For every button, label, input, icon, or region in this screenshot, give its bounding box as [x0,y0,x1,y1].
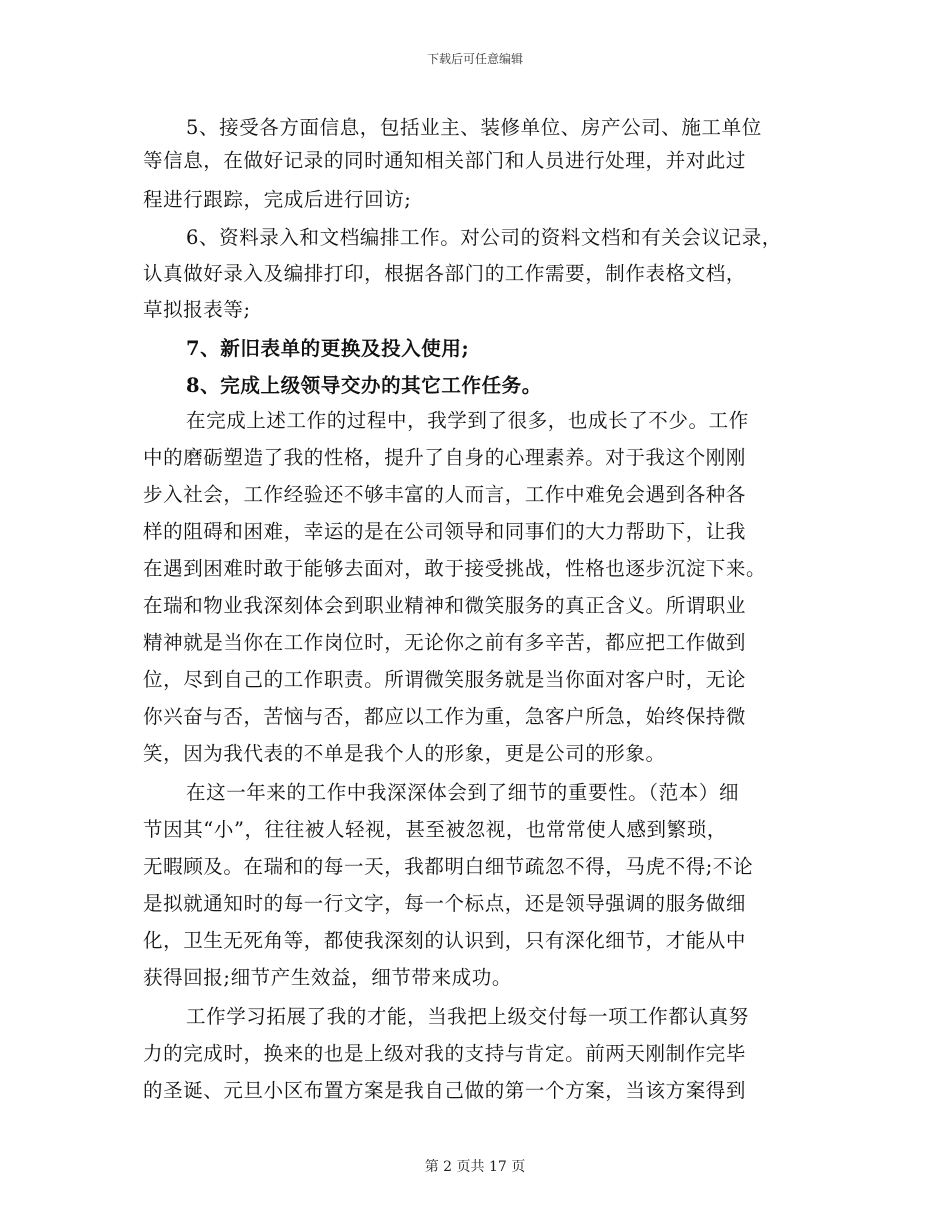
paragraph-line: 节因其“小”，往往被人轻视，甚至被忽视，也常常使人感到繁琐， [143,818,727,841]
paragraph-line: 精神就是当你在工作岗位时，无论你之前有多辛苦，都应把工作做到 [143,631,747,654]
paragraph-line: 步入社会，工作经验还不够丰富的人而言，工作中难免会遇到各种各 [143,483,747,506]
page-header: 下载后可任意编辑 [426,52,523,66]
paragraph-line: 位，尽到自己的工作职责。所谓微笑服务就是当你面对客户时，无论 [143,668,747,691]
paragraph-line: 化，卫生无死角等，都使我深刻的认识到，只有深化细节，才能从中 [143,929,747,952]
list-item-bold: 8、完成上级领导交办的其它工作任务。 [186,374,542,397]
paragraph-line: 程进行跟踪，完成后进行回访; [143,188,412,211]
list-item-bold: 7、新旧表单的更换及投入使用; [186,337,470,360]
paragraph-line: 在这一年来的工作中我深深体会到了细节的重要性。（范本）细 [186,781,740,804]
paragraph-line: 认真做好录入及编排打印，根据各部门的工作需要，制作表格文档， [143,262,747,285]
paragraph-line: 笑，因为我代表的不单是我个人的形象，更是公司的形象。 [143,742,666,765]
page-footer: 第 2 页共 17 页 [424,1159,526,1175]
paragraph-line: 无暇顾及。在瑞和的每一天，我都明白细节疏忽不得，马虎不得;不论 [143,855,754,878]
paragraph-line: 5、接受各方面信息，包括业主、装修单位、房产公司、施工单位 [186,116,762,139]
paragraph-line: 在完成上述工作的过程中，我学到了很多，也成长了不少。工作 [186,409,749,432]
paragraph-line: 中的磨砺塑造了我的性格，提升了自身的心理素养。对于我这个刚刚 [143,446,747,469]
paragraph-line: 样的阻碍和困难，幸运的是在公司领导和同事们的大力帮助下，让我 [143,520,747,543]
paragraph-line: 等信息，在做好记录的同时通知相关部门和人员进行处理，并对此过 [143,149,747,172]
paragraph-line: 在瑞和物业我深刻体会到职业精神和微笑服务的真正含义。所谓职业 [143,594,747,617]
paragraph-line: 获得回报;细节产生效益，细节带来成功。 [143,966,512,989]
paragraph-line: 你兴奋与否，苦恼与否，都应以工作为重，急客户所急，始终保持微 [143,705,747,728]
paragraph-line: 工作学习拓展了我的才能，当我把上级交付每一项工作都认真努 [186,1005,749,1028]
paragraph-line: 6、资料录入和文档编排工作。对公司的资料文档和有关会议记录， [186,226,782,249]
paragraph-line: 的圣诞、元旦小区布置方案是我自己做的第一个方案，当该方案得到 [143,1079,747,1102]
paragraph-line: 在遇到困难时敢于能够去面对，敢于接受挑战，性格也逐步沉淀下来。 [143,557,767,580]
paragraph-line: 是拟就通知时的每一行文字，每一个标点，还是领导强调的服务做细 [143,892,747,915]
paragraph-line: 力的完成时，换来的也是上级对我的支持与肯定。前两天刚制作完毕 [143,1042,747,1065]
paragraph-line: 草拟报表等; [143,298,251,321]
